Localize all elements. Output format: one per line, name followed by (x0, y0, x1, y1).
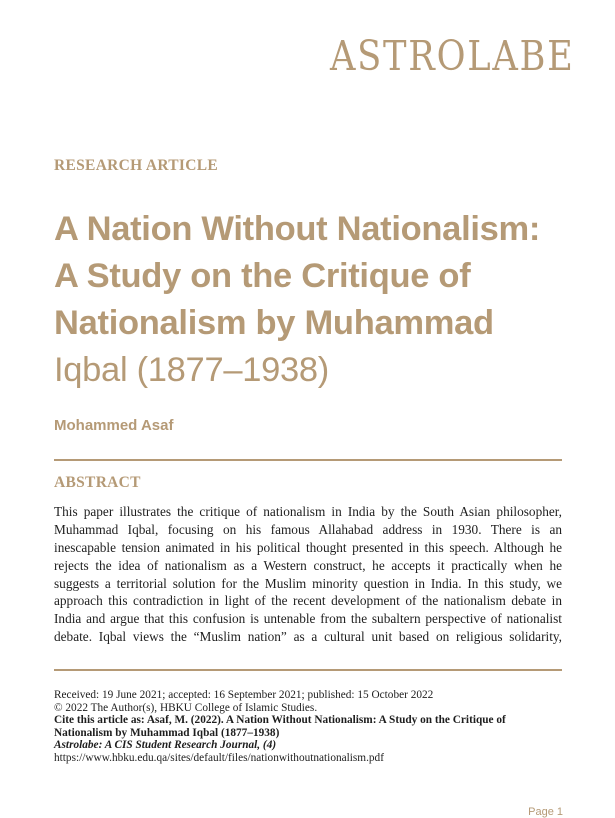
abstract-line: suggests a territorial solution for the Muslim minority question in India. In this study, we (54, 575, 562, 591)
abstract-body (54, 503, 562, 646)
abstract-heading: ABSTRACT (54, 474, 141, 491)
page-number: Page 1 (528, 806, 563, 818)
abstract-line: Muhammad Iqbal, focusing on his famous Allahabad address in 1930. There is an (54, 521, 562, 537)
publication-dates: Received: 19 June 2021; accepted: 16 September 2021; published: 15 October 2022 (54, 689, 434, 701)
divider-bottom (54, 669, 562, 671)
article-url-link[interactable]: https://www.hbku.edu.qa/sites/default/files/nationwithoutnationalism.pdf (54, 751, 384, 764)
citation-line: Cite this article as: Asaf, M. (2022). A Nation Without Nationalism: A Study on the Critique of (54, 714, 506, 727)
journal-name: Astrolabe: A CIS Student Research Journal, (4) (54, 739, 277, 752)
article-title (54, 206, 574, 394)
title-line: A Nation Without Nationalism: (54, 210, 541, 248)
journal-logo (330, 30, 575, 82)
divider-top (54, 459, 562, 461)
article-type-label: RESEARCH ARTICLE (54, 157, 219, 174)
title-line: Nationalism by Muhammad (54, 304, 494, 342)
title-line: Iqbal (1877–1938) (54, 351, 329, 389)
abstract-line: inescapable tension animated in his political thought presented in this speech. Although he (54, 539, 562, 555)
citation-line: Nationalism by Muhammad Iqbal (1877–1938) (54, 726, 280, 739)
abstract-line: This paper illustrates the critique of nationalism in India by the South Asian philosopher, (54, 504, 562, 519)
copyright-notice: © 2022 The Author(s), HBKU College of Islamic Studies. (54, 701, 318, 714)
abstract-line: rejects the idea of nationalism as a Western construct, he accepts it practically when he (54, 557, 562, 573)
abstract-line: debate. Iqbal views the “Muslim nation” as a cultural unit based on religious solidarity, (54, 629, 562, 645)
abstract-line: approach this contradiction in light of the recent development of the nationalism debate in (54, 593, 562, 609)
author-name: Mohammed Asaf (54, 417, 174, 434)
title-line: A Study on the Critique of (54, 257, 471, 295)
abstract-line: India and argue that this confusion is untenable from the subaltern perspective of nationalist (54, 611, 562, 627)
article-metadata (54, 689, 564, 765)
journal-logo-text: ASTROLABE (330, 31, 575, 80)
